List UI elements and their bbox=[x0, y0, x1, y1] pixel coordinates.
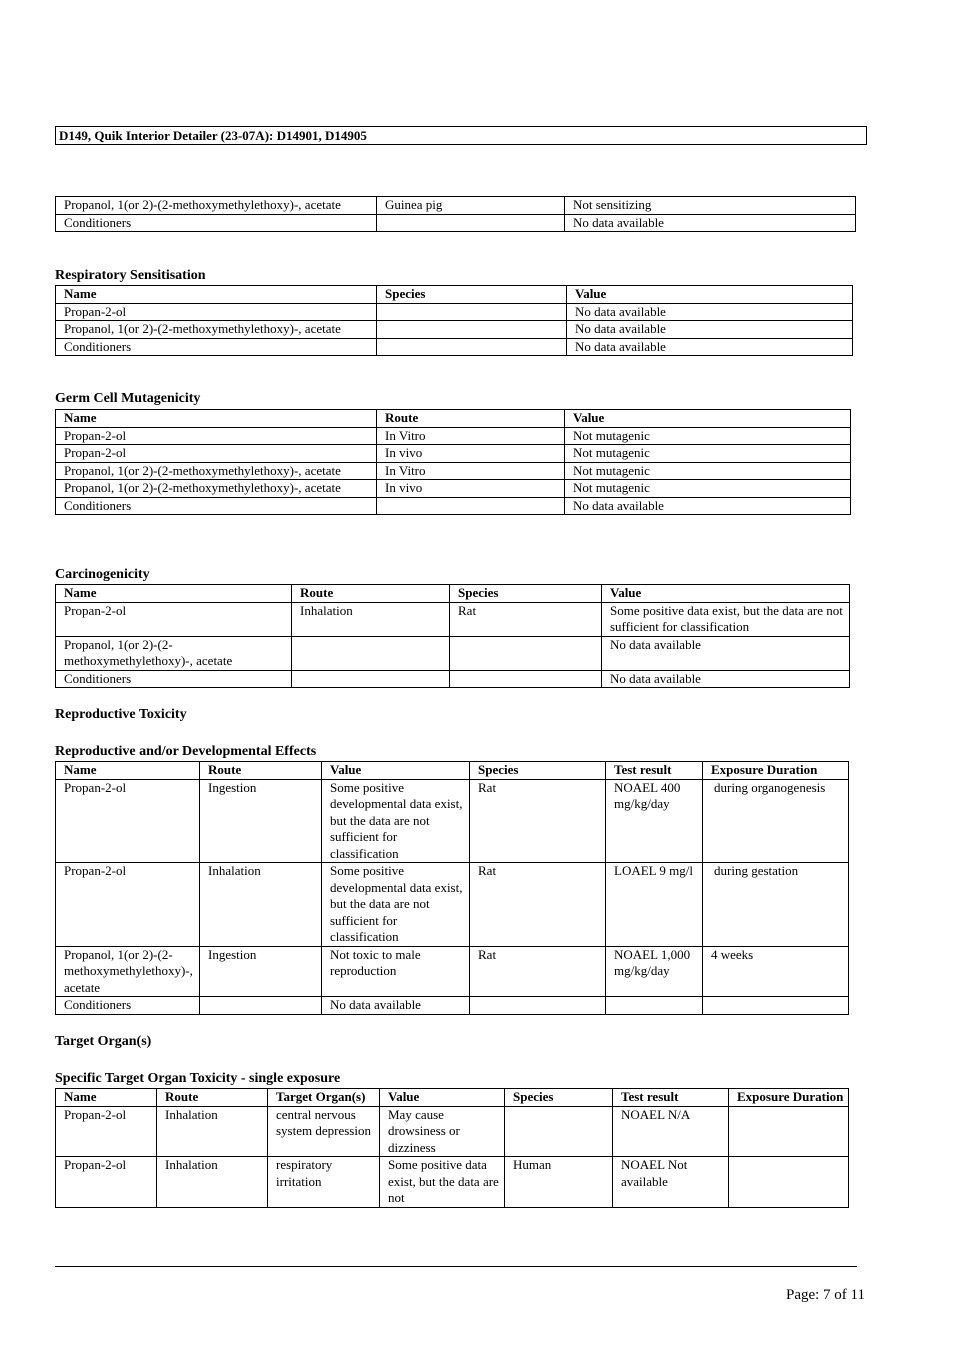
table-row bbox=[56, 1157, 849, 1208]
table-row bbox=[56, 197, 856, 215]
table-cell: Some positive data exist, but the data are not bbox=[380, 1157, 505, 1208]
section-title-target-organ: Target Organ(s) bbox=[55, 1034, 152, 1049]
table-row bbox=[56, 946, 849, 997]
table-cell: Inhalation bbox=[157, 1106, 268, 1157]
section-subtitle-reproductive: Reproductive and/or Developmental Effects bbox=[55, 744, 317, 759]
table-cell: Ingestion bbox=[200, 779, 322, 863]
table-cell: Not mutagenic bbox=[565, 462, 851, 480]
column-header: Species bbox=[450, 585, 602, 603]
table-cell bbox=[729, 1106, 849, 1157]
table-cell: No data available bbox=[567, 303, 853, 321]
table-cell: No data available bbox=[602, 670, 850, 688]
table-row bbox=[56, 779, 849, 863]
table-header-row bbox=[56, 1089, 849, 1107]
table-cell: In vivo bbox=[377, 480, 565, 498]
table-header-row bbox=[56, 410, 851, 428]
section-title-mutagenicity: Germ Cell Mutagenicity bbox=[55, 391, 201, 406]
table-cell: Inhalation bbox=[200, 863, 322, 947]
table-row bbox=[56, 462, 851, 480]
table-cell: In Vitro bbox=[377, 427, 565, 445]
table-row bbox=[56, 338, 853, 356]
carcinogenicity-table bbox=[55, 584, 850, 688]
table-cell: Propanol, 1(or 2)-(2-methoxymethylethoxy)-, acetate bbox=[56, 321, 377, 339]
table-cell: No data available bbox=[602, 636, 850, 670]
table-cell: Not sensitizing bbox=[565, 197, 856, 215]
document-header: D149, Quik Interior Detailer (23-07A): D14901, D14905 bbox=[55, 126, 867, 145]
column-header: Exposure Duration bbox=[703, 762, 849, 780]
table-cell: No data available bbox=[567, 321, 853, 339]
column-header: Species bbox=[470, 762, 606, 780]
table-cell: Ingestion bbox=[200, 946, 322, 997]
table-cell: Propanol, 1(or 2)-(2-methoxymethylethoxy)-, acetate bbox=[56, 480, 377, 498]
table-cell: Some positive developmental data exist, but the data are not sufficient for classification bbox=[322, 779, 470, 863]
table-row bbox=[56, 321, 853, 339]
column-header: Route bbox=[157, 1089, 268, 1107]
table-cell: Propan-2-ol bbox=[56, 1157, 157, 1208]
table-row bbox=[56, 636, 850, 670]
table-cell: Conditioners bbox=[56, 338, 377, 356]
table-header-row bbox=[56, 762, 849, 780]
table-cell bbox=[292, 636, 450, 670]
column-header: Route bbox=[292, 585, 450, 603]
table-row bbox=[56, 670, 850, 688]
column-header: Test result bbox=[606, 762, 703, 780]
table-cell: Rat bbox=[470, 946, 606, 997]
table-cell: Rat bbox=[450, 602, 602, 636]
table-cell: 4 weeks bbox=[703, 946, 849, 997]
column-header: Name bbox=[56, 585, 292, 603]
column-header: Test result bbox=[613, 1089, 729, 1107]
mutagenicity-table bbox=[55, 409, 851, 515]
table-cell: during organogenesis bbox=[703, 779, 849, 863]
column-header: Species bbox=[377, 286, 567, 304]
section-title-respiratory: Respiratory Sensitisation bbox=[55, 268, 206, 283]
table-cell: Not mutagenic bbox=[565, 445, 851, 463]
column-header: Species bbox=[505, 1089, 613, 1107]
table-cell bbox=[729, 1157, 849, 1208]
table-cell: No data available bbox=[567, 338, 853, 356]
table-cell: LOAEL 9 mg/l bbox=[606, 863, 703, 947]
table-cell bbox=[450, 670, 602, 688]
table-header-row bbox=[56, 286, 853, 304]
table-cell: NOAEL Not available bbox=[613, 1157, 729, 1208]
skin-sensitisation-table bbox=[55, 196, 856, 232]
table-cell: Not toxic to male reproduction bbox=[322, 946, 470, 997]
table-cell: Propan-2-ol bbox=[56, 602, 292, 636]
table-cell: Propan-2-ol bbox=[56, 427, 377, 445]
table-cell bbox=[505, 1106, 613, 1157]
table-cell: Propan-2-ol bbox=[56, 779, 200, 863]
table-cell bbox=[703, 997, 849, 1015]
table-cell: Rat bbox=[470, 863, 606, 947]
table-cell: Conditioners bbox=[56, 214, 377, 232]
table-cell bbox=[377, 338, 567, 356]
column-header: Route bbox=[200, 762, 322, 780]
table-row bbox=[56, 1106, 849, 1157]
column-header: Exposure Duration bbox=[729, 1089, 849, 1107]
target-organ-table bbox=[55, 1088, 849, 1208]
table-cell: Not mutagenic bbox=[565, 480, 851, 498]
section-subtitle-target-organ: Specific Target Organ Toxicity - single exposure bbox=[55, 1071, 341, 1086]
footer-divider bbox=[55, 1266, 857, 1267]
table-row bbox=[56, 497, 851, 515]
table-cell: Some positive data exist, but the data are not sufficient for classification bbox=[602, 602, 850, 636]
table-cell: Not mutagenic bbox=[565, 427, 851, 445]
table-cell: respiratory irritation bbox=[268, 1157, 380, 1208]
table-row bbox=[56, 427, 851, 445]
table-cell: Propanol, 1(or 2)-(2-methoxymethylethoxy)-, acetate bbox=[56, 462, 377, 480]
table-cell: Propan-2-ol bbox=[56, 303, 377, 321]
column-header: Name bbox=[56, 286, 377, 304]
column-header: Value bbox=[322, 762, 470, 780]
table-cell bbox=[377, 303, 567, 321]
table-cell bbox=[470, 997, 606, 1015]
table-cell: Propanol, 1(or 2)-(2-methoxymethylethoxy)-, acetate bbox=[56, 636, 292, 670]
table-cell: Conditioners bbox=[56, 997, 200, 1015]
table-row bbox=[56, 445, 851, 463]
column-header: Value bbox=[565, 410, 851, 428]
table-row bbox=[56, 863, 849, 947]
column-header: Value bbox=[380, 1089, 505, 1107]
table-cell bbox=[377, 321, 567, 339]
section-title-reproductive: Reproductive Toxicity bbox=[55, 707, 187, 722]
table-cell: central nervous system depression bbox=[268, 1106, 380, 1157]
table-row bbox=[56, 997, 849, 1015]
table-cell bbox=[377, 214, 565, 232]
table-cell: No data available bbox=[565, 497, 851, 515]
table-cell: Some positive developmental data exist, but the data are not sufficient for classification bbox=[322, 863, 470, 947]
table-row bbox=[56, 303, 853, 321]
table-cell: In Vitro bbox=[377, 462, 565, 480]
table-cell bbox=[200, 997, 322, 1015]
column-header: Target Organ(s) bbox=[268, 1089, 380, 1107]
table-cell: May cause drowsiness or dizziness bbox=[380, 1106, 505, 1157]
respiratory-table bbox=[55, 285, 853, 356]
table-cell bbox=[377, 497, 565, 515]
section-title-carcinogenicity: Carcinogenicity bbox=[55, 567, 150, 582]
table-row bbox=[56, 602, 850, 636]
page-number: Page: 7 of 11 bbox=[785, 1287, 865, 1303]
table-cell bbox=[606, 997, 703, 1015]
column-header: Name bbox=[56, 762, 200, 780]
table-cell: Conditioners bbox=[56, 497, 377, 515]
table-cell: Inhalation bbox=[157, 1157, 268, 1208]
table-cell: NOAEL N/A bbox=[613, 1106, 729, 1157]
table-cell: Propan-2-ol bbox=[56, 1106, 157, 1157]
table-cell bbox=[450, 636, 602, 670]
table-cell: NOAEL 1,000 mg/kg/day bbox=[606, 946, 703, 997]
table-cell: NOAEL 400 mg/kg/day bbox=[606, 779, 703, 863]
table-cell: Human bbox=[505, 1157, 613, 1208]
column-header: Value bbox=[567, 286, 853, 304]
table-cell: No data available bbox=[565, 214, 856, 232]
table-cell: Propan-2-ol bbox=[56, 445, 377, 463]
reproductive-table bbox=[55, 761, 849, 1015]
column-header: Name bbox=[56, 1089, 157, 1107]
table-header-row bbox=[56, 585, 850, 603]
table-cell bbox=[292, 670, 450, 688]
table-cell: Rat bbox=[470, 779, 606, 863]
table-cell: Inhalation bbox=[292, 602, 450, 636]
column-header: Value bbox=[602, 585, 850, 603]
table-cell: during gestation bbox=[703, 863, 849, 947]
table-cell: Conditioners bbox=[56, 670, 292, 688]
table-cell: In vivo bbox=[377, 445, 565, 463]
column-header: Route bbox=[377, 410, 565, 428]
table-row bbox=[56, 480, 851, 498]
table-cell: Propanol, 1(or 2)-(2-methoxymethylethoxy)-, acetate bbox=[56, 197, 377, 215]
table-cell: No data available bbox=[322, 997, 470, 1015]
table-cell: Propanol, 1(or 2)-(2-methoxymethylethoxy)-, acetate bbox=[56, 946, 200, 997]
column-header: Name bbox=[56, 410, 377, 428]
table-cell: Propan-2-ol bbox=[56, 863, 200, 947]
table-cell: Guinea pig bbox=[377, 197, 565, 215]
table-row bbox=[56, 214, 856, 232]
